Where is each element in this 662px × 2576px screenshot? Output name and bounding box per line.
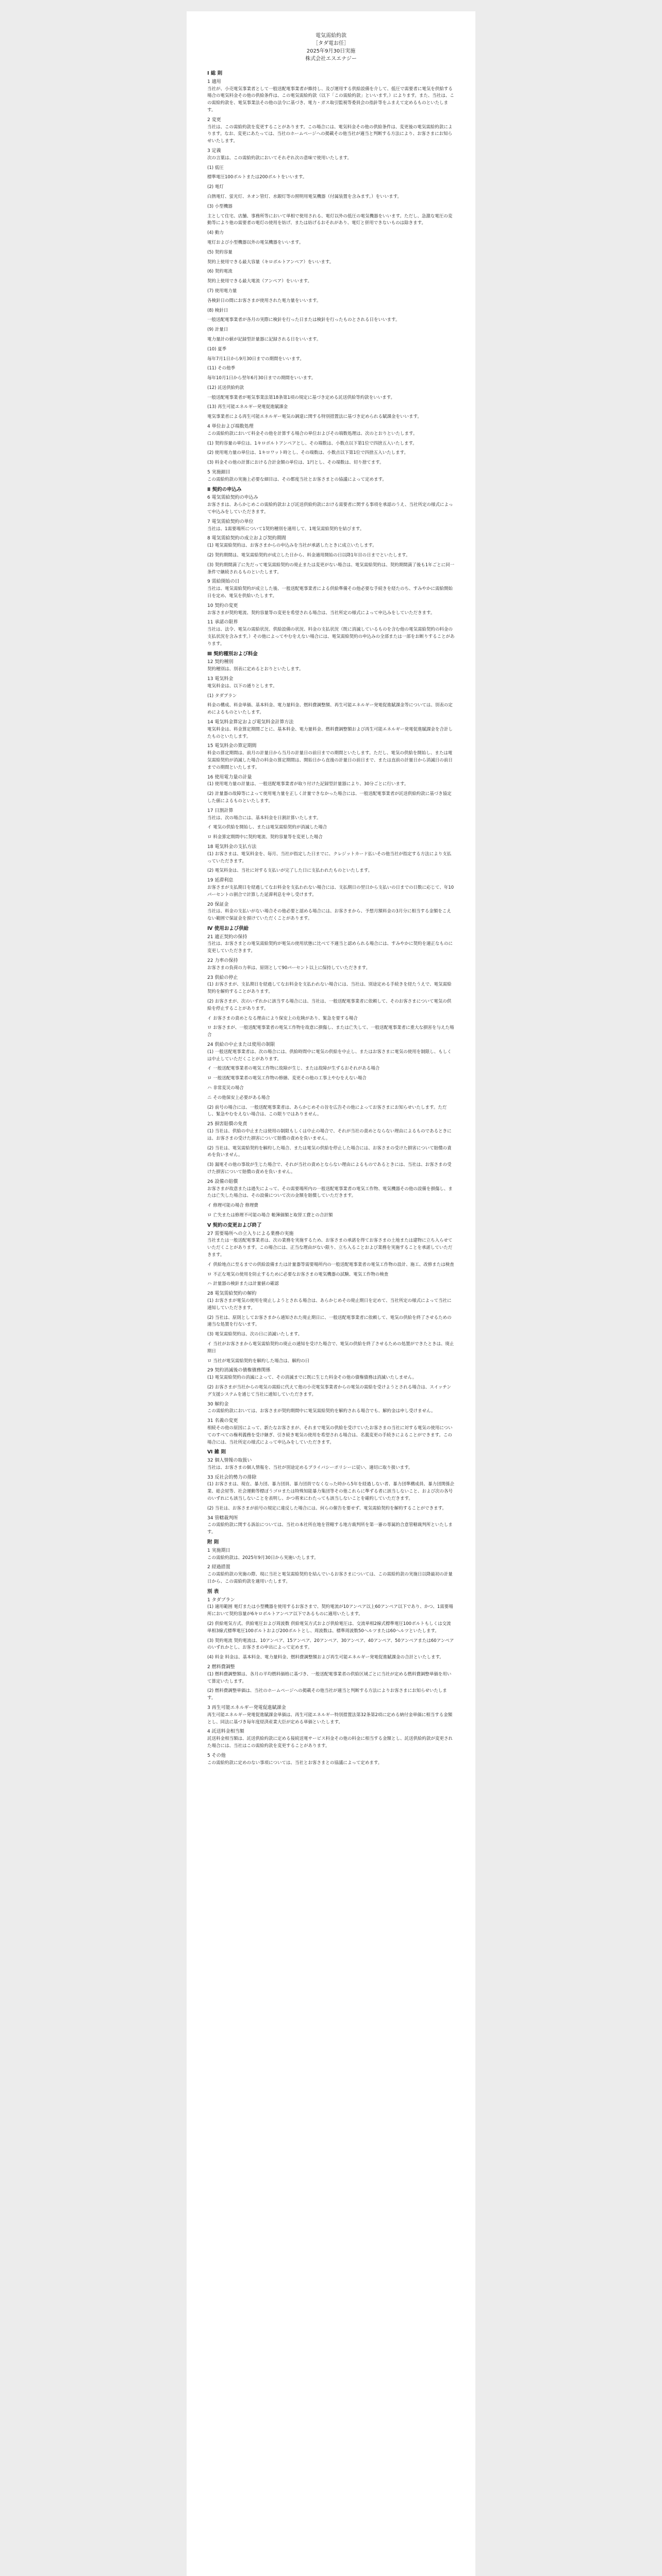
clause-paragraph: (2) 前号の場合には、一般送配電事業者は、あらかじめその旨を広告その他によってお客さまにお知らせいたします。ただし、緊急やむをえない場合は、この限りではありません。 <box>207 1105 447 1117</box>
clause-paragraph: 電気事業者による再生可能エネルギー電気の調達に関する特別措置法に基づき定められる賦課金をいいます。 <box>207 414 422 420</box>
section-heading: 5 実施細目 <box>207 470 230 476</box>
clause-paragraph: (2) 当社は、原則としてお客さまから通知された廃止期日に、一般送配電事業者に依頼して、電気の供給を終了させるための適当な処置を行ないます。 <box>207 1315 452 1328</box>
clause-paragraph: (1) 電気需給契約は、お客さまからの申込みを当社が承諾したときに成立いたします。 <box>207 543 377 549</box>
clause-paragraph: 毎年10月1日から翌年6月30日までの期間をいいます。 <box>207 376 316 381</box>
clause-paragraph: イ 供給地点に至るまでの供給設備または計量器等需要場所内の一般送配電事業者の電気工作物の設計、施工、改修または検査 <box>207 1262 454 1267</box>
clause-paragraph: この需給約款の実施上必要な細目は、その都度当社とお客さまとの協議によって定めます。 <box>207 477 387 482</box>
clause-paragraph: ロ 料金算定期間中に契約電流、契約容量等を変更した場合 <box>207 835 323 840</box>
clause-paragraph: 電灯および小型機器以外の電気機器をいいます。 <box>207 240 304 245</box>
clause-paragraph: 一般送配電事業者が電気事業法第18条第1項の規定に基づき定める託送供給等約款をいいます。 <box>207 395 395 400</box>
section-heading: 14 電気料金算定および電気料金計算方法 <box>207 719 294 725</box>
clause-paragraph: 当社は、お客さまとの電気需給契約が電気の使用状態に比べて不適当と認められる場合には、すみやかに契約を適正なものに変更していただきます。 <box>207 941 453 954</box>
clause-paragraph: (2) 当社は、お客さまが前号の規定に違反した場合には、何らの催告を要せず、電気需給契約を解約することができます。 <box>207 1505 446 1511</box>
section-heading: 25 損害賠償の免責 <box>207 1122 247 1127</box>
section-heading: 20 保証金 <box>207 902 229 907</box>
section-heading: 28 電気需給契約の解約 <box>207 1291 257 1297</box>
clause-paragraph: お客さまが支払期日を経過してなお料金を支払われない場合には、支払期日の翌日から支払いの日までの日数に応じて、年10パーセントの割合で計算した延滞利息を申し受けます。 <box>207 885 454 897</box>
section-heading: 3 定義 <box>207 148 221 154</box>
clause-paragraph: (8) 検針日 <box>207 308 228 313</box>
section-heading: 2 変更 <box>207 117 221 123</box>
clause-paragraph: 電力量計の値が記録型計量器に記録される日をいいます。 <box>207 336 321 342</box>
section-heading: 9 需給開始の日 <box>207 579 240 585</box>
section-heading: 8 電気需給契約の成立および契約期間 <box>207 536 286 541</box>
section-heading: 1 実施期日 <box>207 1548 230 1553</box>
clause-paragraph: 当社は、法令、電気の需給状況、供給設備の状況、料金の支払状況（既に消滅しているものを含む他の電気需給契約の料金の支払状況を含みます。）その他によってやむをえない場合には、電気需給契約の申込みの全部または一部をお断りすることがあります。 <box>207 627 455 647</box>
clause-paragraph: この需給約款においては、お客さまが契約期間中に電気需給契約を解約される場合でも、解約金は申し受けません。 <box>207 1409 436 1414</box>
section-heading: 27 需要場所への立入りによる業務の実施 <box>207 1231 294 1236</box>
clause-paragraph: イ 修理可能の場合 修理費 <box>207 1203 258 1209</box>
clause-paragraph: (2) 契約期間は、電気需給契約が成立した日から、料金適用開始の日以降1年目の日までといたします。 <box>207 553 410 558</box>
chapter-heading: 別 表 <box>207 1588 219 1595</box>
clause-paragraph: (5) 契約容量 <box>207 249 233 255</box>
clause-paragraph: (13) 再生可能エネルギー発電促進賦課金 <box>207 404 288 410</box>
clause-paragraph: イ 電気の供給を開始し、または電気需給契約が消滅した場合 <box>207 825 327 831</box>
clause-paragraph: 料金の算定期間は、前月の計量日から当月の計量日の前日までの期間といたします。ただし、電気の供給を開始し、または電気需給契約が消滅した場合の料金の算定期間は、開始日から直後の計量日の前日まで、または直前の計量日から消滅日の前日までの期間といたします。 <box>207 751 453 770</box>
chapter-heading: 附 則 <box>207 1539 219 1546</box>
clause-paragraph: (1) お客さまが、支払期日を経過してなお料金を支払われない場合には、当社は、別途定める手続きを経たうえで、電気需給契約を解約することがあります。 <box>207 982 452 995</box>
clause-paragraph: 当社は、お客さまの個人情報を、当社が別途定めるプライバシーポリシーに従い、適切に取り扱います。 <box>207 1465 413 1470</box>
section-heading: 15 電気料金の算定期間 <box>207 743 257 749</box>
clause-paragraph: この需給約款に定めのない事項については、当社とお客さまとの協議によって定めます。 <box>207 1760 383 1766</box>
clause-paragraph: 当社が、小売電気事業者として一般送配電事業者が維持し、及び運用する供給設備を介して、低圧で需要者に電気を供給する場合の電気料金その他の供給条件は、この電気需給約款（以下「この需給約款」といいます。）によります。また、当社は、この需給約款を、電気事業法その他の法令に基づき、電力・ガス取引監視等委員会の指針等をふまえて定めるものといたします。 <box>207 86 454 113</box>
clause-paragraph: この需給約款に関する訴訟については、当社の本社所在地を管轄する地方裁判所を第一審の専属的合意管轄裁判所といたします。 <box>207 1522 453 1535</box>
clause-paragraph: 当社または一般送配電事業者は、次の業務を実施するため、お客さまの承諾を得てお客さまの土地または建物に立ち入らせていただくことがあります。この場合には、正当な理由がない限り、立ち入ることおよび業務を実施することを承諾していただきます。 <box>207 1238 453 1258</box>
clause-paragraph: 主として住宅、店舗、事務所等において単相で使用される、電灯以外の低圧の電気機器をいいます。ただし、急激な電圧の変動等により他の需要者の電灯の使用を妨げ、または妨げるおそれがあり、電灯と併用できないものは除きます。 <box>207 213 453 226</box>
clause-paragraph: ハ 計量器の検針または計量値の確認 <box>207 1281 279 1287</box>
section-heading: 24 供給の中止または使用の制限 <box>207 1042 275 1048</box>
chapter-heading: Ⅲ 契約種別および料金 <box>207 651 258 657</box>
clause-paragraph: 標準電圧100ボルトまたは200ボルトをいいます。 <box>207 175 307 180</box>
clause-paragraph: 契約種別は、別表に定めるとおりといたします。 <box>207 667 304 672</box>
clause-paragraph: (2) お客さまが、次のいずれかに該当する場合には、当社は、一般送配電事業者に依頼して、そのお客さまについて電気の供給を停止することがあります。 <box>207 999 452 1011</box>
clause-paragraph: (2) 当社は、電気需給契約を解約した場合、または電気の供給を停止した場合には、お客さまの受けた損害について賠償の責めを負いません。 <box>207 1145 452 1158</box>
document-title-block <box>207 32 455 63</box>
clause-paragraph: (3) 小型機器 <box>207 204 233 209</box>
section-heading: 1 タダプラン <box>207 1597 235 1603</box>
section-heading: 5 その他 <box>207 1753 226 1758</box>
clause-paragraph: ロ 亡失または修理不可能の場合 帳簿価額と取替工費との合計額 <box>207 1212 333 1218</box>
clause-paragraph: 当社は、次の場合には、基本料金を日割計算いたします。 <box>207 815 321 821</box>
clause-paragraph: 当社は、料金の支払いがない場合その他必要と認める場合には、お客さまから、予想月額料金の3月分に相当する金額をこえない範囲で保証金を預けていただくことがあります。 <box>207 909 451 922</box>
clause-paragraph: 託送料金相当額は、託送供給約款に定める接続送電サービス料金その他の料金に相当する金額とし、託送供給約款が変更された場合には、当社はこの需給約款を変更することがあります。 <box>207 1736 453 1749</box>
chapter-heading: Ⅰ 総 則 <box>207 71 223 76</box>
clause-paragraph: お客さまが契約電流、契約容量等の変更を希望される場合は、当社所定の様式によって申込みをしていただきます。 <box>207 610 435 616</box>
clause-paragraph: 当社は、この需給約款を変更することがあります。この場合には、電気料金その他の供給条件は、変更後の電気需給約款によります。なお、変更にあたっては、当社のホームページへの掲載その他当社が適当と判断する方法により、お客さまにお知らせいたします。 <box>207 124 453 144</box>
clause-paragraph: (1) お客さまは、電気料金を、毎月、当社が指定した日までに、クレジットカード払いその他当社が指定する方法により支払っていただきます。 <box>207 851 452 864</box>
document-title: 電気需給約款 <box>316 33 346 39</box>
section-heading: 18 電気料金の支払方法 <box>207 844 257 850</box>
clause-paragraph: (6) 契約電流 <box>207 269 233 275</box>
clause-paragraph: ニ その他保安上必要がある場合 <box>207 1095 270 1100</box>
section-heading: 33 反社会的勢力の排除 <box>207 1475 257 1480</box>
clause-paragraph: (7) 使用電力量 <box>207 288 237 294</box>
clause-paragraph: 次の言葉は、この需給約款においてそれぞれ次の意味で使用いたします。 <box>207 155 352 161</box>
plan-name: ［タダ電お任］ <box>313 41 349 46</box>
section-heading: 32 個人情報の取扱い <box>207 1458 252 1464</box>
section-heading: 17 日割計算 <box>207 808 234 814</box>
clause-paragraph: 電気料金は、料金算定期間ごとに、基本料金、電力量料金、燃料費調整額および再生可能エネルギー発電促進賦課金を合計したものといたします。 <box>207 726 453 739</box>
clause-paragraph: (2) 燃料費調整単価は、当社のホームページへの掲載その他当社が適当と判断する方法によりお客さまにお知らせいたします。 <box>207 1688 447 1701</box>
clause-paragraph: (3) 漏電その他の事故が生じた場合で、それが当社の責めとならない理由によるものであるときには、当社は、お客さまの受けた損害について賠償の責めを負いません。 <box>207 1162 452 1175</box>
clause-paragraph: この需給約款の実施の際、現に当社と電気需給契約を結んでいるお客さまについては、この需給約款の実施日以降最初の計量日から、この需給約款を適用いたします。 <box>207 1572 453 1585</box>
clause-paragraph: (1) 契約容量の単位は、1キロボルトアンペアとし、その端数は、小数点以下第1位で四捨五入いたします。 <box>207 440 417 446</box>
clause-paragraph: (9) 計量日 <box>207 327 228 333</box>
clause-paragraph: ロ 当社が電気需給契約を解約した場合は、解約の日 <box>207 1358 310 1364</box>
clause-paragraph: (2) 電灯 <box>207 184 224 190</box>
clause-paragraph: この需給約款において料金その他を計算する場合の単位およびその端数処理は、次のとおりといたします。 <box>207 431 418 436</box>
clause-paragraph: (2) お客さまが当社からの電気の需給に代えて他の小売電気事業者からの電気の需給を受けようとされる場合は、スイッチング支援システムを通じて当社に通知していただきます。 <box>207 1384 451 1397</box>
clause-paragraph: (3) 電気需給契約は、次の日に消滅いたします。 <box>207 1332 303 1337</box>
chapter-heading: Ⅱ 契約の申込み <box>207 486 242 493</box>
clause-paragraph: ロ お客さまが、一般送配電事業者の電気工作物を故意に損傷し、または亡失して、一般送配電事業者に重大な損害を与えた場合 <box>207 1025 454 1038</box>
chapter-heading: Ⅵ 雑 則 <box>207 1449 226 1455</box>
clause-paragraph: (3) 契約電流 契約電流は、10アンペア、15アンペア、20アンペア、30アンペア、40アンペア、50アンペアまたは60アンペアのいずれかとし、お客さまの申出によって定めます。 <box>207 1638 454 1651</box>
clause-paragraph: お客さまは、あらかじめこの需給約款および託送供給約款における需要者に関する事項を承認のうえ、当社所定の様式によって申込みをしていただきます。 <box>207 502 453 515</box>
section-heading: 26 設備の賠償 <box>207 1179 238 1184</box>
clause-paragraph: (4) 動力 <box>207 230 224 236</box>
clause-paragraph: イ お客さまの責めとなる理由により保安上の危険があり、緊急を要する場合 <box>207 1015 358 1021</box>
section-heading: 12 契約種別 <box>207 659 234 665</box>
section-heading: 1 適用 <box>207 79 221 84</box>
document-body <box>187 11 475 1767</box>
chapter-heading: Ⅴ 契約の変更および終了 <box>207 1222 262 1228</box>
section-heading: 19 延滞利息 <box>207 878 234 884</box>
section-heading: 6 電気需給契約の申込み <box>207 495 258 501</box>
clause-paragraph: (3) 料金その他の計算における合計金額の単位は、1円とし、その端数は、切り捨てます。 <box>207 460 384 466</box>
clause-paragraph: ハ 非常変災の場合 <box>207 1086 244 1091</box>
clause-paragraph: (1) 電気需給契約の消滅によって、その消滅までに既に生じた料金その他の債権債務は消滅いたしません。 <box>207 1375 417 1381</box>
clause-paragraph: 白熱電灯、蛍光灯、ネオン管灯、水銀灯等の照明用電気機器（付属装置を含みます。）をいいます。 <box>207 194 402 199</box>
clause-paragraph: (1) 一般送配電事業者は、次の場合には、供給時間中に電気の供給を中止し、またはお客さまに電気の使用を制限し、もしくは中止していただくことがあります。 <box>207 1049 452 1062</box>
clause-paragraph: お客さまの負荷の力率は、原則として90パーセント以上に保持していただきます。 <box>207 965 370 971</box>
section-heading: 3 再生可能エネルギー発電促進賦課金 <box>207 1705 286 1710</box>
clause-paragraph: 契約上使用できる最大容量（キロボルトアンペア）をいいます。 <box>207 259 334 265</box>
clause-paragraph: (2) 計量器の故障等によって使用電力量を正しく計量できなかった場合には、一般送配電事業者が託送供給約款に基づき協定した値によるものといたします。 <box>207 791 452 804</box>
clause-paragraph: お客さまが故意または過失によって、その需要場所内の一般送配電事業者の電気工作物、電気機器その他の設備を損傷し、または亡失した場合は、その設備について次の金額を賠償していただきます。 <box>207 1186 453 1199</box>
effective-date: 2025年9月30日実施 <box>306 48 356 54</box>
clause-paragraph: (4) 料金 料金は、基本料金、電力量料金、燃料費調整額および再生可能エネルギー発電促進賦課金の合計といたします。 <box>207 1655 444 1660</box>
clause-paragraph: (1) 適用範囲 電灯または小型機器を使用するお客さまで、契約電流が10アンペア以上60アンペア以下であり、かつ、1需要場所において契約容量が6キロボルトアンペア以下であるものに適用いたします。 <box>207 1604 453 1617</box>
clause-paragraph: 契約上使用できる最大電流（アンペア）をいいます。 <box>207 279 312 284</box>
clause-paragraph: ロ 一般送配電事業者の電気工作物の修繕、変更その他の工事上やむをえない場合 <box>207 1076 367 1081</box>
section-heading: 23 供給の停止 <box>207 975 238 980</box>
section-heading: 4 単位および端数処理 <box>207 424 254 430</box>
clause-paragraph: (2) 使用電力量の単位は、1キロワット時とし、その端数は、小数点以下第1位で四捨五入いたします。 <box>207 450 408 456</box>
clause-paragraph: イ 当社がお客さまから電気需給契約の廃止の通知を受けた場合で、電気の供給を終了させるための処置ができたときは、廃止期日 <box>207 1341 454 1354</box>
section-heading: 7 電気需給契約の単位 <box>207 519 254 524</box>
clause-paragraph: (1) タダプラン <box>207 693 237 699</box>
clause-paragraph: (2) 供給電気方式、供給電圧および周波数 供給電気方式および供給電圧は、交流単相2線式標準電圧100ボルトもしくは交流単相3線式標準電圧100ボルトおよび200ボルトとし、周波数は、標準周波数50ヘルツまたは60ヘルツといたします。 <box>207 1621 451 1634</box>
section-heading: 21 適正契約の保持 <box>207 934 247 940</box>
clause-paragraph: 一般送配電事業者が各月の実際に検針を行った日または検針を行ったものとされる日をいいます。 <box>207 317 400 323</box>
clause-paragraph: (1) 低圧 <box>207 165 224 171</box>
section-heading: 22 力率の保持 <box>207 958 238 964</box>
clause-paragraph: (11) その他季 <box>207 366 236 371</box>
section-heading: 10 契約の変更 <box>207 603 238 608</box>
section-heading: 4 託送料金相当額 <box>207 1729 244 1735</box>
clause-list <box>207 70 455 1767</box>
section-heading: 16 使用電力量の計量 <box>207 774 252 780</box>
clause-paragraph: この需給約款は、2025年9月30日から実施いたします。 <box>207 1555 319 1561</box>
clause-paragraph: (1) お客さまが電気の使用を廃止しようとされる場合は、あらかじめその廃止期日を定めて、当社所定の様式によって当社に通知していただきます。 <box>207 1298 452 1311</box>
clause-paragraph: ロ 不正な電気の使用を防止するために必要なお客さまの電気機器の試験、電気工作物の検査 <box>207 1272 389 1277</box>
clause-paragraph: (1) 使用電力量の計量は、一般送配電事業者が取り付けた記録型計量器により、30分ごとに行います。 <box>207 782 409 787</box>
clause-paragraph: 当社は、電気需給契約が成立した後、一般送配電事業者による供給準備その他必要な手続きを経たのち、すみやかに需給開始日を定め、電気を供給いたします。 <box>207 586 453 599</box>
clause-paragraph: (1) お客さまは、現在、暴力団、暴力団員、暴力団員でなくなった時から5年を経過しない者、暴力団準構成員、暴力団関係企業、総会屋等、社会運動等標ぼうゴロまたは特殊知能暴力集団等その他これらに準ずる者に該当しないこと、および次の各号のいずれにも該当しないことを表明し、かつ将来にわたっても該当しないことを確約していただきます。 <box>207 1482 455 1502</box>
clause-paragraph: (1) 当社は、供給の中止または使用の制限もしくは中止の場合で、それが当社の責めとならない理由によるものであるときには、お客さまの受けた損害について賠償の責めを負いません。 <box>207 1129 452 1141</box>
clause-paragraph: (1) 燃料費調整額は、各月の平均燃料価格に基づき、一般送配電事業者の供給区域ごとに当社が定める燃料費調整単価を用いて算定いたします。 <box>207 1671 452 1684</box>
section-heading: 13 電気料金 <box>207 676 234 682</box>
clause-paragraph: 各検針日の間にお客さまが使用された電力量をいいます。 <box>207 298 321 303</box>
clause-paragraph: 再生可能エネルギー発電促進賦課金単価は、再生可能エネルギー特別措置法第32条第2項に定める納付金単価に相当する金額とし、同法に基づき毎年度経済産業大臣が定める単価といたします。 <box>207 1712 453 1725</box>
clause-paragraph: (2) 電気料金は、当社に対する支払いが完了した日に支払われたものといたします。 <box>207 868 373 874</box>
clause-paragraph: イ 一般送配電事業者の電気工作物に故障が生じ、または故障が生ずるおそれがある場合 <box>207 1066 380 1072</box>
section-heading: 31 名義の変更 <box>207 1418 238 1424</box>
clause-paragraph: 毎年7月1日から9月30日までの期間をいいます。 <box>207 356 304 362</box>
clause-paragraph: 相続その他の原因によって、新たなお客さまが、それまで電気の供給を受けていたお客さまの当社に対する電気の使用についてのすべての権利義務を受け継ぎ、引き続き電気の使用を希望される場合は、名義変更の手続きによることができます。この場合には、当社所定の様式によって申込みをしていただきます。 <box>207 1425 453 1445</box>
section-heading: 29 契約消滅後の債権債務関係 <box>207 1368 271 1374</box>
section-heading: 2 経過措置 <box>207 1565 230 1570</box>
clause-paragraph: (3) 契約期間満了に先だって電気需給契約の廃止または変更がない場合は、電気需給契約は、契約期間満了後も1年ごとに同一条件で継続されるものといたします。 <box>207 562 455 575</box>
chapter-heading: Ⅳ 使用および供給 <box>207 925 249 931</box>
section-heading: 11 承諾の限界 <box>207 620 238 625</box>
section-heading: 2 燃料費調整 <box>207 1665 235 1670</box>
company-name: 株式会社エスエナジー <box>305 56 357 62</box>
clause-paragraph: (12) 託送供給約款 <box>207 385 244 391</box>
section-heading: 30 解約金 <box>207 1401 229 1407</box>
clause-paragraph: 電気料金は、以下の通りとします。 <box>207 683 277 689</box>
section-heading: 34 管轄裁判所 <box>207 1515 238 1521</box>
document-page <box>187 11 475 2576</box>
clause-paragraph: (10) 夏季 <box>207 346 227 352</box>
clause-paragraph: 当社は、1需要場所について1契約種別を適用して、1電気需給契約を結びます。 <box>207 526 365 532</box>
clause-paragraph: 料金の構成、料金単価、基本料金、電力量料金、燃料費調整額、再生可能エネルギー発電促進賦課金等については、別表の定めによるものといたします。 <box>207 703 453 716</box>
